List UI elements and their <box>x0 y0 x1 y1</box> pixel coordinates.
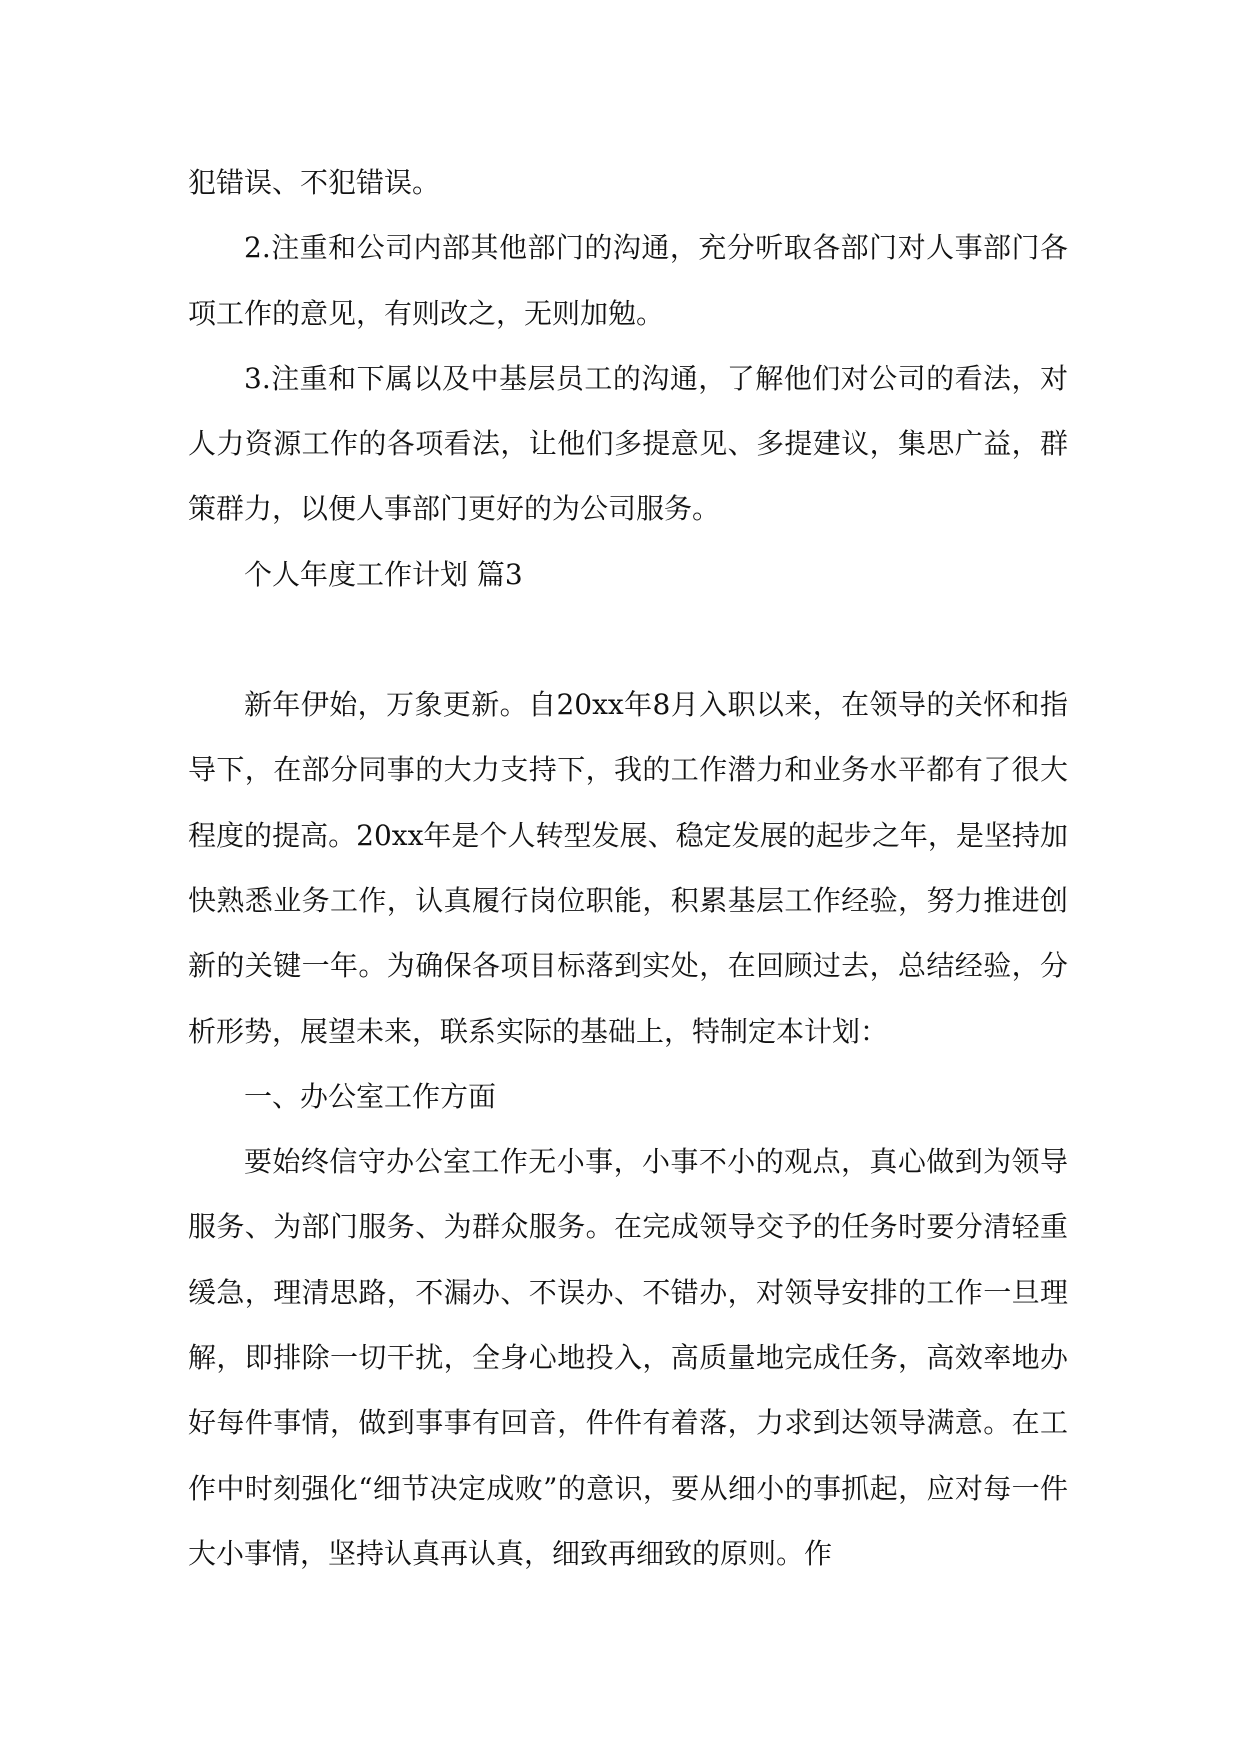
blank-line <box>188 607 1068 672</box>
paragraph-item-2: 2.注重和公司内部其他部门的沟通，充分听取各部门对人事部门各项工作的意见，有则改之，无则加勉。 <box>188 231 1068 330</box>
subsection-heading: 一、办公室工作方面 <box>244 1079 497 1113</box>
paragraph-office-work: 要始终信守办公室工作无小事，小事不小的观点，真心做到为领导服务、为部门服务、为群众服务。在完成领导交予的任务时要分清轻重缓急，理清思路，不漏办、不误办、不错办，对领导安排的工作一旦理解，即排除一切干扰，全身心地投入，高质量地完成任务，高效率地办好每件事情，做到事事有回音，件件有着落，力求到达领导满意。在工作中时刻强化“细节决定成败”的意识，要从细小的事抓起，应对每一件大小事情，坚持认真再认真，细致再细致的原则。作 <box>188 1145 1068 1570</box>
document-body <box>188 150 1068 1586</box>
paragraph-continuation: 犯错误、不犯错误。 <box>188 166 441 199</box>
paragraph-intro: 新年伊始，万象更新。自20xx年8月入职以来，在领导的关怀和指导下，在部分同事的大力支持下，我的工作潜力和业务水平都有了很大程度的提高。20xx年是个人转型发展、稳定发展的起步之年，是坚持加快熟悉业务工作，认真履行岗位职能，积累基层工作经验，努力推进创新的关键一年。为确保各项目标落到实处，在回顾过去，总结经验，分析形势，展望未来，联系实际的基础上，特制定本计划： <box>188 688 1068 1048</box>
section-title: 个人年度工作计划 篇3 <box>244 557 523 591</box>
paragraph-item-3: 3.注重和下属以及中基层员工的沟通，了解他们对公司的看法，对人力资源工作的各项看法，让他们多提意见、多提建议，集思广益，群策群力，以便人事部门更好的为公司服务。 <box>188 361 1068 526</box>
